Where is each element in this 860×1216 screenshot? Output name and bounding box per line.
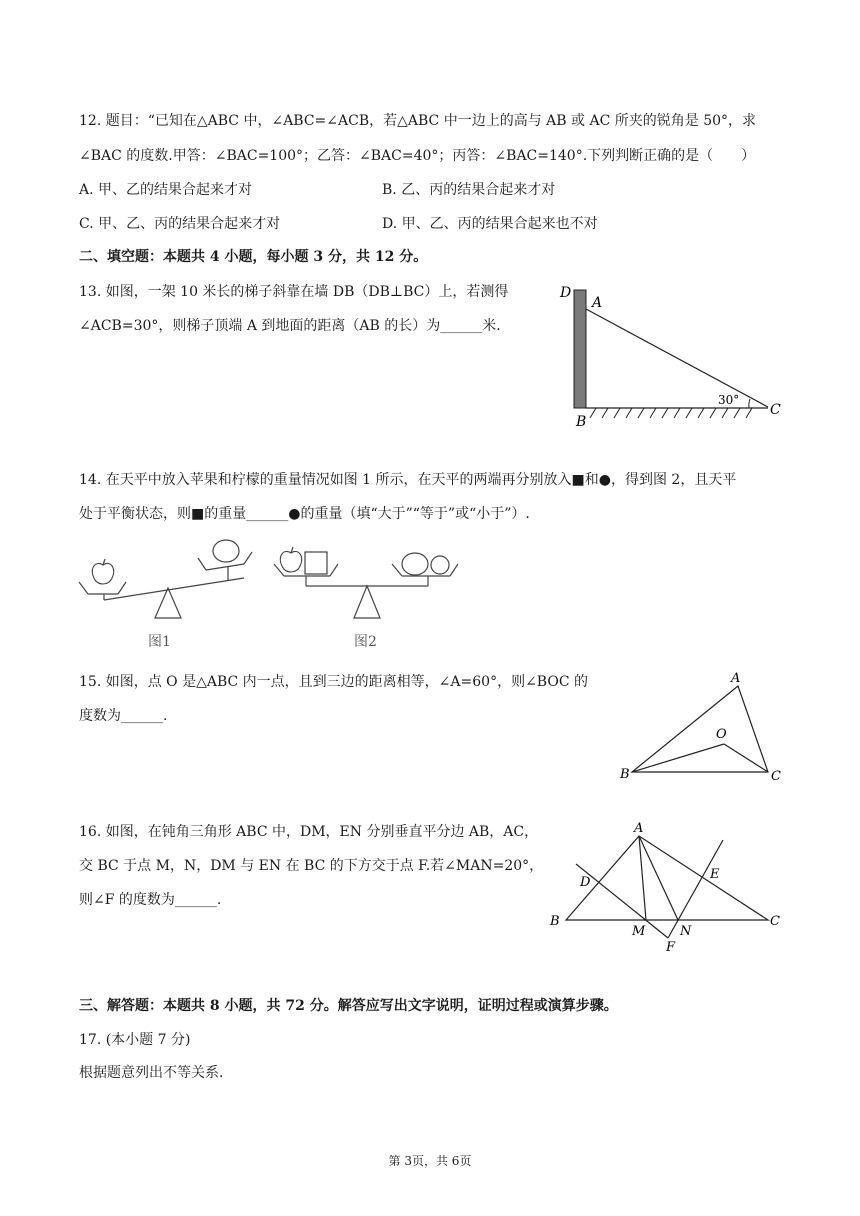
angle-label: 30° bbox=[718, 393, 740, 407]
label-b: B bbox=[576, 414, 587, 430]
ground-hatching bbox=[590, 408, 752, 418]
apple-icon bbox=[92, 563, 113, 584]
q13-line2: ∠ACB=30°，则梯子顶端 A 到地面的距离（AB 的长）为______米. bbox=[79, 318, 501, 334]
q12-option-d: D. 甲、乙、丙的结果合起来也不对 bbox=[382, 216, 598, 232]
section-3-heading: 三、解答题：本题共 8 小题，共 72 分。解答应写出文字说明，证明过程或演算步骤。 bbox=[79, 998, 618, 1014]
label-c: C bbox=[771, 769, 781, 784]
q12-option-a: A. 甲、乙的结果合起来才对 bbox=[79, 182, 253, 198]
lemon-icon bbox=[402, 553, 428, 575]
q14-balance-figures bbox=[76, 534, 466, 656]
label-f: F bbox=[666, 940, 676, 954]
label-a: A bbox=[592, 295, 603, 311]
figure-2-caption: 图2 bbox=[354, 634, 377, 650]
apple-icon bbox=[280, 551, 301, 572]
q13-line1: 13. 如图，一架 10 米长的梯子斜靠在墙 DB（DB⊥BC）上，若测得 bbox=[79, 284, 509, 300]
q14-line1: 14. 在天平中放入苹果和柠檬的重量情况如图 1 所示，在天平的两端再分别放入■和●，得到图 2，且天平 bbox=[79, 472, 737, 488]
q16-line2: 交 BC 于点 M，N，DM 与 EN 在 BC 的下方交于点 F.若∠MAN=20°， bbox=[79, 858, 544, 874]
label-b: B bbox=[620, 767, 630, 782]
q14-line2: 处于平衡状态，则■的重量______●的重量（填“大于”“等于”或“小于”）. bbox=[79, 506, 530, 522]
q12-option-c: C. 甲、乙、丙的结果合起来才对 bbox=[79, 216, 281, 232]
wall bbox=[574, 290, 586, 408]
figure-1-caption: 图1 bbox=[148, 634, 171, 650]
section-2-heading: 二、填空题：本题共 4 小题，每小题 3 分，共 12 分。 bbox=[79, 249, 428, 265]
label-c: C bbox=[770, 914, 780, 929]
lemon-icon bbox=[213, 540, 239, 562]
q16-triangle-figure bbox=[544, 814, 788, 954]
label-d: D bbox=[560, 285, 572, 301]
q12-option-b: B. 乙、丙的结果合起来才对 bbox=[382, 182, 556, 198]
q15-line2: 度数为______. bbox=[79, 708, 168, 724]
figure-1-balance bbox=[79, 540, 252, 618]
label-n: N bbox=[680, 924, 692, 939]
label-e: E bbox=[710, 867, 720, 882]
q16-line1: 16. 如图，在钝角三角形 ABC 中，DM，EN 分别垂直平分边 AB，AC， bbox=[79, 824, 539, 840]
q15-line1: 15. 如图，点 O 是△ABC 内一点，且到三边的距离相等，∠A=60°，则∠BOC 的 bbox=[79, 674, 588, 690]
q15-triangle-figure bbox=[614, 666, 794, 792]
page-footer: 第 3页，共 6页 bbox=[388, 1154, 472, 1168]
label-a: A bbox=[731, 671, 741, 686]
q13-ladder-figure bbox=[550, 280, 790, 430]
ladder-line bbox=[586, 309, 768, 407]
q12-line2: ∠BAC 的度数.甲答：∠BAC=100°；乙答：∠BAC=40°；丙答：∠BAC=140°.下列判断正确的是（ ） bbox=[79, 148, 756, 164]
q12-line1: 12. 题目：“已知在△ABC 中，∠ABC=∠ACB，若△ABC 中一边上的高与 AB 或 AC 所夹的锐角是 50°，求 bbox=[79, 113, 757, 129]
circle-icon bbox=[431, 556, 449, 574]
q17-title: 17. (本小题 7 分) bbox=[79, 1032, 191, 1048]
label-a: A bbox=[634, 821, 644, 836]
label-d: D bbox=[580, 875, 591, 890]
figure-2-balance bbox=[274, 547, 458, 618]
q17-line1: 根据题意列出不等关系. bbox=[79, 1065, 224, 1081]
label-m: M bbox=[632, 924, 646, 939]
label-c: C bbox=[770, 402, 781, 418]
label-o: O bbox=[716, 727, 727, 742]
q16-line3: 则∠F 的度数为______. bbox=[79, 892, 222, 908]
square-icon bbox=[305, 552, 327, 574]
label-b: B bbox=[550, 914, 560, 929]
